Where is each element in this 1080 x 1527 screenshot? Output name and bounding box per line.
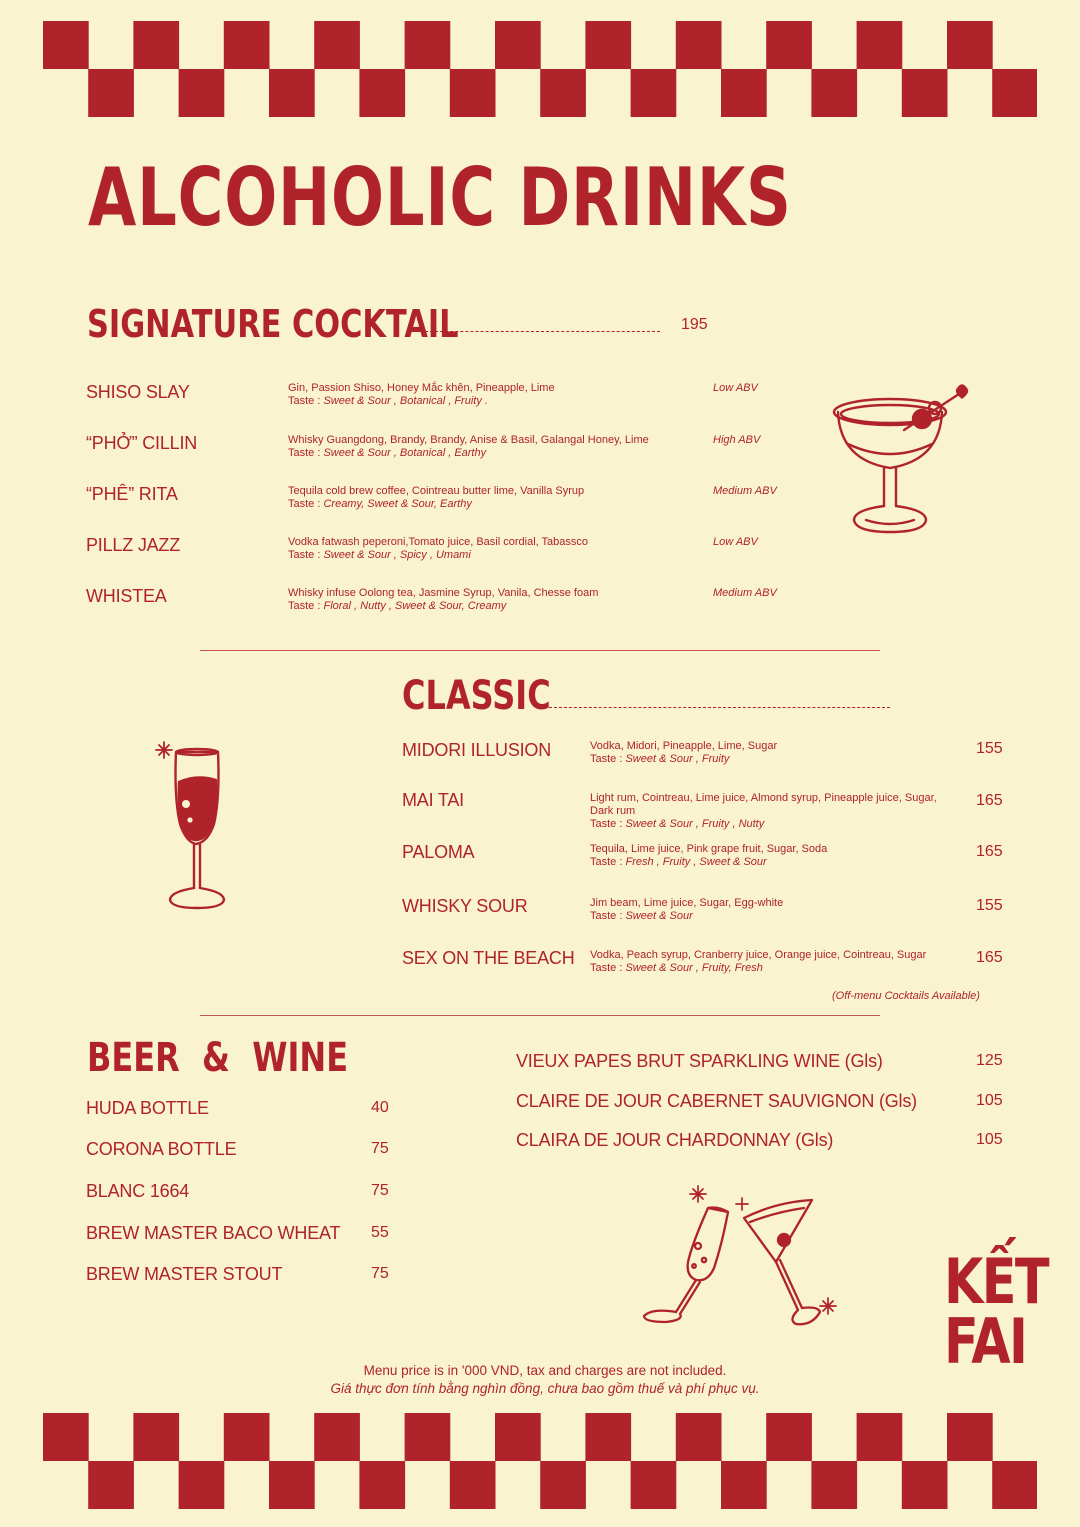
checker-square: [585, 21, 631, 69]
item-taste: [288, 395, 698, 408]
beer-price: 55: [371, 1224, 389, 1241]
item-ingredients: Jim beam, Lime juice, Sugar, Egg-white: [590, 897, 784, 909]
beer-price: 75: [371, 1265, 389, 1282]
wine-price: 105: [976, 1092, 1003, 1109]
classic-section-heading: CLASSIC: [402, 673, 551, 719]
checker-square: [314, 1413, 360, 1461]
classic-dashed-leader: [544, 707, 890, 708]
item-name: WHISKY SOUR: [402, 896, 528, 916]
checker-square: [631, 69, 677, 117]
taste-label: Taste :: [590, 818, 626, 830]
item-taste: [288, 549, 698, 562]
taste-label: Taste :: [288, 395, 324, 407]
checker-square: [811, 1461, 857, 1509]
beer-name: BLANC 1664: [86, 1181, 190, 1201]
item-ingredients: Vodka fatwash peperoni,Tomato juice, Basil cordial, Tabassco: [288, 536, 589, 548]
item-taste: [590, 856, 940, 869]
item-name: PALOMA: [402, 842, 475, 862]
checker-square: [902, 1461, 948, 1509]
checker-square: [857, 1413, 903, 1461]
checker-square: [133, 21, 179, 69]
item-description: [288, 434, 698, 460]
item-description: [288, 587, 698, 613]
item-price: 165: [976, 949, 1003, 966]
checker-square: [766, 1413, 812, 1461]
taste-label: Taste :: [590, 910, 626, 922]
checker-square: [540, 69, 586, 117]
item-ingredients: Whisky infuse Oolong tea, Jasmine Syrup, Vanila, Chesse foam: [288, 587, 599, 599]
item-price: 165: [976, 843, 1003, 860]
signature-dashed-leader: [420, 331, 660, 332]
item-description: [590, 949, 960, 975]
wine-price: 105: [976, 1131, 1003, 1148]
checker-square: [224, 1413, 270, 1461]
checker-square: [405, 21, 451, 69]
taste-label: Taste :: [288, 498, 324, 510]
beer-wine-section-heading: BEER & WINE: [87, 1035, 349, 1081]
checker-square: [540, 1461, 586, 1509]
taste-value: Sweet & Sour , Botanical , Earthy: [323, 447, 487, 459]
item-description: [590, 843, 940, 869]
item-taste: [590, 818, 940, 831]
taste-value: Sweet & Sour , Fruity, Fresh: [625, 962, 763, 974]
wine-name: CLAIRE DE JOUR CABERNET SAUVIGNON (Gls): [516, 1091, 917, 1111]
taste-value: Sweet & Sour , Fruity: [625, 753, 730, 765]
item-taste: [590, 753, 940, 766]
item-description: [590, 792, 940, 831]
item-name: MIDORI ILLUSION: [402, 740, 552, 760]
taste-label: Taste :: [288, 447, 324, 459]
beer-price: 75: [371, 1182, 389, 1199]
checker-square: [314, 21, 360, 69]
item-taste: [288, 447, 698, 460]
taste-value: Sweet & Sour , Botanical , Fruity .: [323, 395, 488, 407]
item-description: [288, 536, 698, 562]
logo-line-1: KẾT: [944, 1245, 1048, 1318]
beer-name: HUDA BOTTLE: [86, 1098, 209, 1118]
taste-value: Fresh , Fruity , Sweet & Sour: [625, 856, 767, 868]
taste-value: Floral , Nutty , Sweet & Sour, Creamy: [323, 600, 507, 612]
item-description: [590, 740, 940, 766]
taste-value: Sweet & Sour , Spicy , Umami: [323, 549, 471, 561]
beer-name: CORONA BOTTLE: [86, 1139, 237, 1159]
item-ingredients: Vodka, Peach syrup, Cranberry juice, Orange juice, Cointreau, Sugar: [590, 949, 927, 961]
taste-label: Taste :: [288, 549, 324, 561]
checker-square: [88, 69, 134, 117]
checker-square: [450, 69, 496, 117]
item-name: SEX ON THE BEACH: [402, 948, 575, 968]
beer-name: BREW MASTER STOUT: [86, 1264, 283, 1284]
signature-section-heading: SIGNATURE COCKTAIL: [87, 302, 459, 346]
wine-name: CLAIRA DE JOUR CHARDONNAY (Gls): [516, 1130, 834, 1150]
item-taste: [288, 498, 698, 511]
checkerboard-top-border: [43, 21, 1037, 117]
beer-price: 40: [371, 1099, 389, 1116]
checker-square: [450, 1461, 496, 1509]
checker-square: [902, 69, 948, 117]
checker-square: [224, 21, 270, 69]
coupe-cocktail-icon: [826, 382, 976, 538]
wine-price: 125: [976, 1052, 1003, 1069]
checker-square: [585, 1413, 631, 1461]
checker-square: [721, 69, 767, 117]
item-abv: Medium ABV: [713, 485, 777, 497]
item-price: 155: [976, 897, 1003, 914]
taste-label: Taste :: [288, 600, 324, 612]
checker-square: [179, 69, 225, 117]
item-name: WHISTEA: [86, 586, 167, 606]
checker-square: [359, 69, 405, 117]
checker-square: [947, 1413, 993, 1461]
taste-label: Taste :: [590, 856, 626, 868]
taste-label: Taste :: [590, 753, 626, 765]
off-menu-note: (Off-menu Cocktails Available): [832, 990, 980, 1002]
item-taste: [590, 910, 940, 923]
section-divider: [200, 1015, 880, 1016]
checker-square: [405, 1413, 451, 1461]
signature-price: 195: [681, 316, 708, 333]
checker-square: [269, 69, 315, 117]
item-name: MAI TAI: [402, 790, 464, 810]
checker-square: [857, 21, 903, 69]
item-abv: Low ABV: [713, 382, 758, 394]
item-abv: High ABV: [713, 434, 761, 446]
checker-square: [269, 1461, 315, 1509]
item-abv: Low ABV: [713, 536, 758, 548]
item-abv: Medium ABV: [713, 587, 777, 599]
wine-name: VIEUX PAPES BRUT SPARKLING WINE (Gls): [516, 1051, 883, 1071]
checker-square: [676, 21, 722, 69]
taste-value: Sweet & Sour , Fruity , Nutty: [625, 818, 765, 830]
checker-square: [631, 1461, 677, 1509]
checker-square: [43, 1413, 89, 1461]
cheers-glasses-icon: [636, 1184, 846, 1334]
checker-square: [766, 21, 812, 69]
item-price: 165: [976, 792, 1003, 809]
item-description: [288, 485, 698, 511]
item-ingredients: Whisky Guangdong, Brandy, Brandy, Anise & Basil, Galangal Honey, Lime: [288, 434, 649, 446]
taste-label: Taste :: [590, 962, 626, 974]
checker-square: [495, 1413, 541, 1461]
item-taste: [288, 600, 698, 613]
item-ingredients: Tequila, Lime juice, Pink grape fruit, Sugar, Soda: [590, 843, 828, 855]
logo-line-2: FAI: [944, 1305, 1027, 1378]
checker-square: [721, 1461, 767, 1509]
item-name: “PHÊ” RITA: [86, 484, 178, 504]
checkerboard-bottom-border: [43, 1413, 1037, 1509]
taste-value: Sweet & Sour: [625, 910, 693, 922]
item-ingredients: Gin, Passion Shiso, Honey Mắc khên, Pineapple, Lime: [288, 382, 555, 394]
item-price: 155: [976, 740, 1003, 757]
item-ingredients: Vodka, Midori, Pineapple, Lime, Sugar: [590, 740, 778, 752]
checker-square: [992, 69, 1037, 117]
taste-value: Creamy, Sweet & Sour, Earthy: [323, 498, 472, 510]
beer-price: 75: [371, 1140, 389, 1157]
item-name: PILLZ JAZZ: [86, 535, 181, 555]
checker-square: [992, 1461, 1037, 1509]
item-name: SHISO SLAY: [86, 382, 190, 402]
item-ingredients: Tequila cold brew coffee, Cointreau butter lime, Vanilla Syrup: [288, 485, 585, 497]
item-name: “PHỞ” CILLIN: [86, 433, 198, 453]
checker-square: [359, 1461, 405, 1509]
checker-square: [811, 69, 857, 117]
champagne-flute-icon: [152, 738, 232, 914]
checker-square: [179, 1461, 225, 1509]
checker-square: [676, 1413, 722, 1461]
checker-square: [43, 21, 89, 69]
section-divider: [200, 650, 880, 651]
beer-name: BREW MASTER BACO WHEAT: [86, 1223, 341, 1243]
checker-square: [495, 21, 541, 69]
item-ingredients: Light rum, Cointreau, Lime juice, Almond syrup, Pineapple juice, Sugar, Dark rum: [590, 792, 937, 817]
item-taste: [590, 962, 960, 975]
brand-logo: [944, 1245, 1048, 1378]
checker-square: [947, 21, 993, 69]
page-title: ALCOHOLIC DRINKS: [88, 151, 792, 244]
price-note-vietnamese: Giá thực đơn tính bằng nghìn đồng, chưa bao gồm thuế và phí phục vụ.: [330, 1381, 760, 1396]
item-description: [590, 897, 940, 923]
checker-square: [133, 1413, 179, 1461]
price-note-english: Menu price is in '000 VND, tax and charges are not included.: [363, 1363, 727, 1378]
item-description: [288, 382, 698, 408]
checker-square: [88, 1461, 134, 1509]
